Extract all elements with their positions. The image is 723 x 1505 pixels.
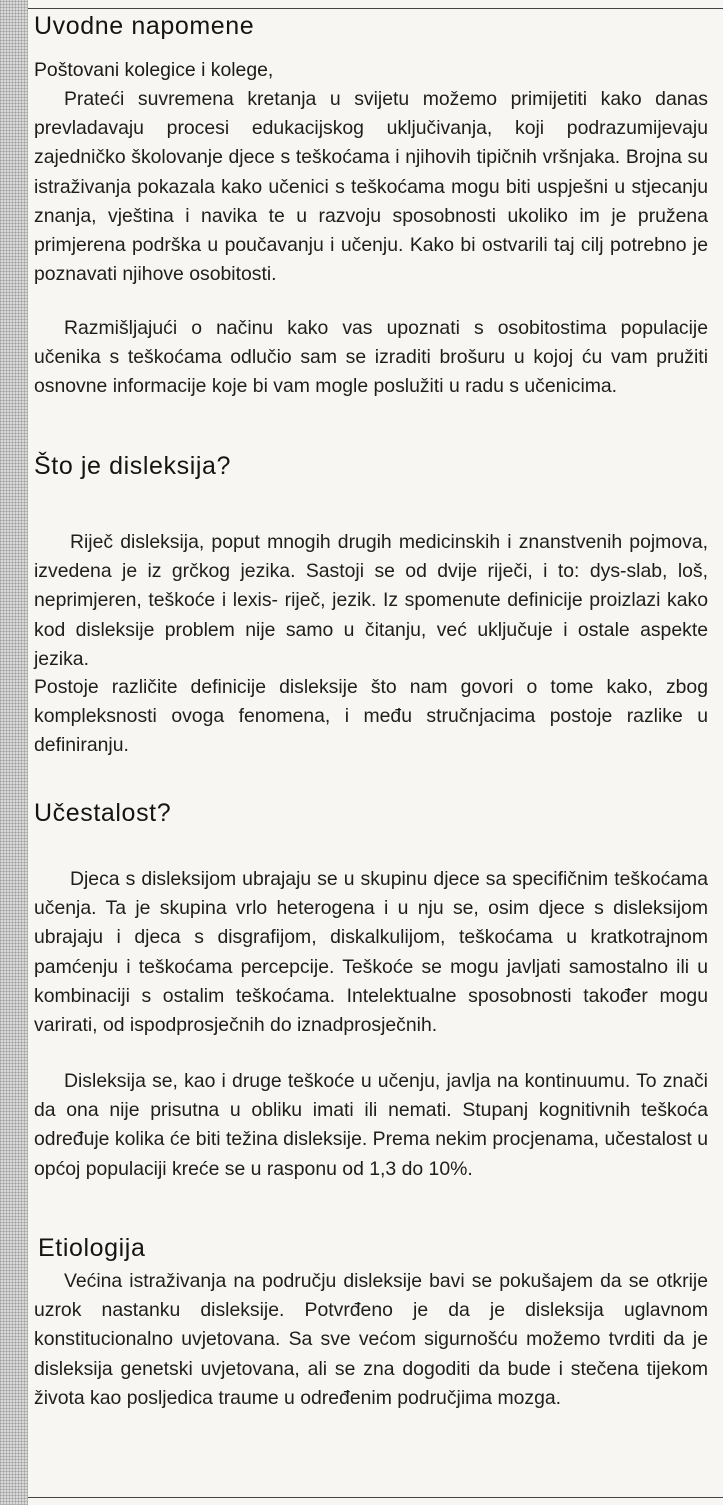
top-rule (28, 8, 723, 9)
halftone-margin-strip (0, 0, 28, 1505)
paragraph: Postoje različite definicije disleksije što nam govori o tome kako, zbog kompleksnosti ovoga fenomena, i među stručnjacima postoje razlike u definiranju. (34, 676, 708, 757)
paragraph: Riječ disleksija, poput mnogih drugih medicinskih i znanstvenih pojmova, izvedena je iz grčkog jezika. Sastoji se od dvije riječi, i to: dys-slab, loš, neprimjeren, teškoće i lexis- riječ, jezik. Iz spomenute definicije proizlazi kako kod disleksije problem nije samo u čitanju, već uključuje i ostale aspekte jezika. (34, 531, 708, 670)
paragraph: Prateći suvremena kretanja u svijetu možemo primijetiti kako danas prevladavaju procesi edukacijskog uključivanja, koji podrazumijevaju zajedničko školovanje djece s teškoćama i njihovih tipičnih vršnjaka. Brojna su istraživanja pokazala kako učenici s teškoćama mogu biti uspješni u stjecanju znanja, vještina i navika te u razvoju sposobnosti ukoliko im je pružena primjerena podrška u poučavanju i učenju. Kako bi ostvarili taj cilj potrebno je poznavati njihove osobitosti. (34, 88, 708, 286)
paragraph: Većina istraživanja na području disleksije bavi se pokušajem da se otkrije uzrok nastanku disleksije. Potvrđeno je da je disleksija uglavnom konstitucionalno uvjetovana. Sa sve većom sigurnošću možemo tvrditi da je disleksija genetski uvjetovana, ali se zna dogoditi da bude i stečena tijekom života kao posljedica traume u određenim područjima mozga. (34, 1270, 708, 1409)
paragraph: Razmišljajući o načinu kako vas upoznati s osobitostima populacije učenika s teškoćama odlučio sam se izraditi brošuru u kojoj ću vam pružiti osnovne informacije koje bi vam mogle poslužiti u radu s učenicima. (34, 317, 708, 398)
heading-ucestalost: Učestalost? (34, 799, 172, 827)
greeting: Poštovani kolegice i kolege, (34, 59, 274, 81)
heading-etiologija: Etiologija (38, 1234, 146, 1262)
heading-uvodne-napomene: Uvodne napomene (34, 12, 255, 40)
bottom-rule (28, 1497, 723, 1498)
paragraph: Djeca s disleksijom ubrajaju se u skupinu djece sa specifičnim teškoćama učenja. Ta je skupina vrlo heterogena i u nju se, osim djece s disleksijom ubrajaju i djeca s disgrafijom, diskalkulijom, teškoćama u kratkotrajnom pamćenju i teškoćama percepcije. Teškoće se mogu javljati samostalno ili u kombinaciji s ostalim teškoćama. Intelektualne sposobnosti također mogu varirati, od ispodprosječnih do iznadprosječnih. (34, 868, 708, 1037)
paragraph: Disleksija se, kao i druge teškoće u učenju, javlja na kontinuumu. To znači da ona nije prisutna u obliku imati ili nemati. Stupanj kognitivnih teškoća određuje kolika će biti težina disleksije. Prema nekim procjenama, učestalost u općoj populaciji kreće se u rasponu od 1,3 do 10%. (34, 1070, 708, 1180)
heading-sto-je-disleksija: Što je disleksija? (34, 452, 232, 480)
